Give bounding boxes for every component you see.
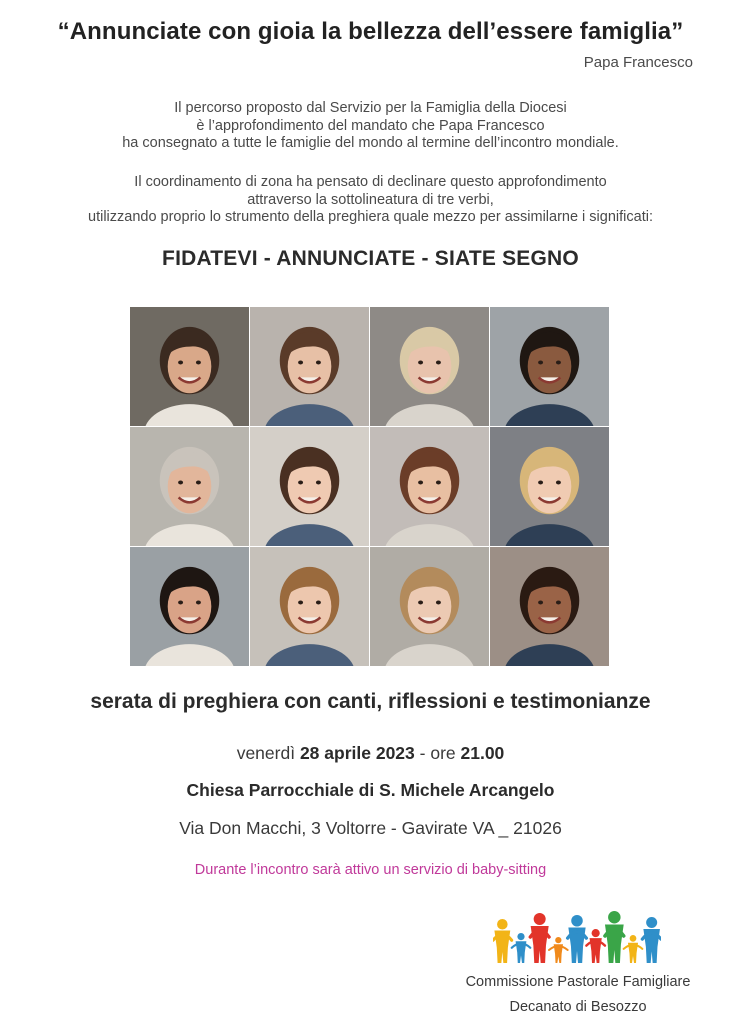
family-photo [370,427,489,546]
logo-person-figure [605,911,624,963]
intro-paragraph-1 [0,100,741,153]
family-photo [250,307,369,426]
logo-person-figure [642,917,661,963]
babysitting-note: Durante l’incontro sarà attivo un servizio di baby-sitting [194,862,547,878]
intro-line: attraverso la sottolineatura di tre verbi, [247,191,494,208]
logo-person-figure [512,933,531,963]
event-subtitle: serata di preghiera con canti, riflessioni e testimonianze [90,690,651,713]
three-verbs-heading: FIDATEVI - ANNUNCIATE - SIATE SEGNO [162,247,579,270]
event-date-line [0,743,741,764]
intro-paragraph-2 [0,174,741,227]
family-photo-grid [130,307,609,666]
organizer-name: Commissione Pastorale Famigliare [465,974,691,990]
family-photo [490,427,609,546]
family-logo-icon [493,905,661,965]
intro-line: ha consegnato a tutte le famiglie del mondo al termine dell’incontro mondiale. [122,135,619,151]
family-photo [130,307,249,426]
quote-author: Papa Francesco [583,54,693,71]
logo-person-figure [568,915,587,963]
family-photo [370,307,489,426]
family-photo [490,547,609,666]
event-day: venerdì [236,743,296,763]
event-address: Via Don Macchi, 3 Voltorre - Gavirate VA _ 21026 [179,818,562,838]
family-photo [490,307,609,426]
event-date: 28 aprile 2023 [299,743,415,763]
organizer-deanery: Decanato di Besozzo [509,999,647,1015]
family-photo [130,547,249,666]
logo-person-figure [493,919,512,963]
logo-person-figure [624,935,643,963]
event-time: 21.00 [460,743,505,763]
logo-person-figure [586,929,605,963]
intro-line: Il percorso proposto dal Servizio per la Famiglia della Diocesi [174,100,567,116]
intro-line: utilizzando proprio lo strumento della preghiera quale mezzo per assimilarne i significati: [88,209,653,225]
intro-line: è l’approfondimento del mandato che Papa Francesco [196,117,545,134]
logo-person-figure [549,937,568,963]
family-photo [250,547,369,666]
family-photo [250,427,369,546]
family-photo [370,547,489,666]
poster-quote-title: “Annunciate con gioia la bellezza dell’essere famiglia” [57,18,684,45]
intro-line: Il coordinamento di zona ha pensato di declinare questo approfondimento [134,174,607,190]
event-church: Chiesa Parrocchiale di S. Michele Arcangelo [186,780,555,800]
family-photo [130,427,249,546]
event-time-prefix: - ore [419,743,456,763]
logo-person-figure [530,913,549,963]
